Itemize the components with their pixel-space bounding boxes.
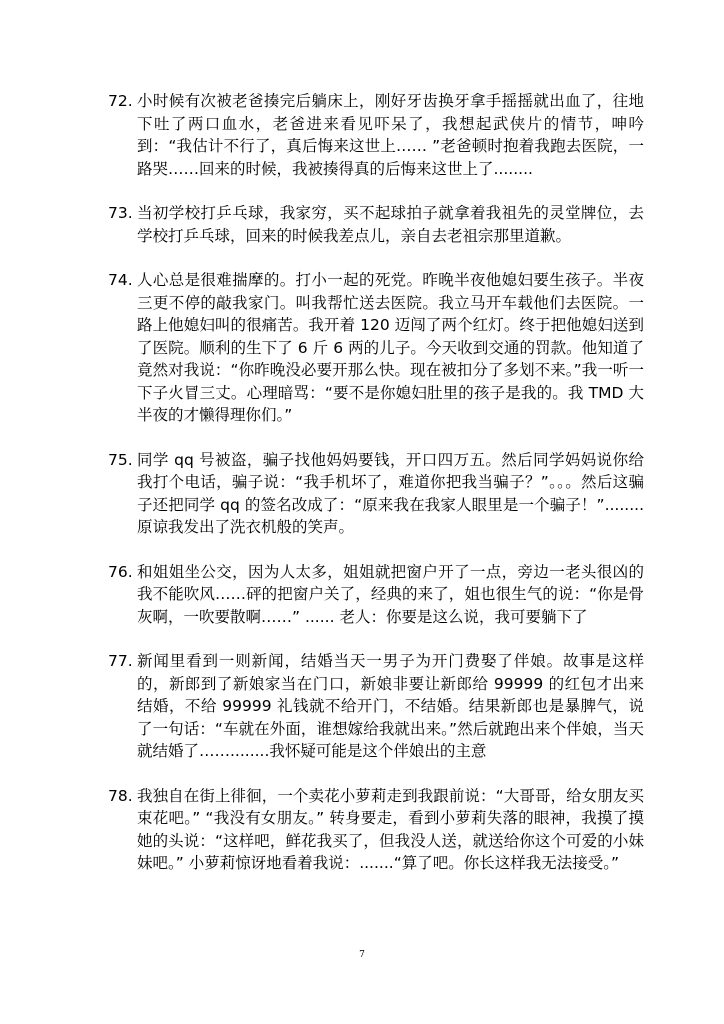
list-item — [108, 90, 648, 180]
item-number: 77. — [108, 652, 133, 670]
item-number: 73. — [108, 204, 133, 222]
joke-list — [108, 90, 648, 897]
item-number: 78. — [108, 786, 133, 805]
item-text: 当初学校打乒乓球，我家穷，买不起球拍子就拿着我祖先的灵堂牌位，去学校打乒乓球，回来的时候我差点儿，亲自去老祖宗那里道歉。 — [137, 204, 644, 245]
item-number: 76. — [108, 562, 133, 581]
item-number: 74. — [108, 271, 133, 289]
list-item — [108, 269, 648, 427]
page-number: 7 — [359, 950, 365, 960]
item-text: 同学 qq 号被盗，骗子找他妈妈要钱，开口四万五。然后同学妈妈说你给我打个电话，骗子说：“我手机坏了，难道你把我当骗子？”。。。然后这骗子还把同学 qq 的签名改成了：“原来我在我家人眼里是一个骗子！”........原谅我发出了洗衣机般的笑声。 — [137, 450, 644, 536]
list-item — [108, 650, 648, 763]
list-item — [108, 785, 648, 875]
item-text: 新闻里看到一则新闻，结婚当天一男子为开门费娶了伴娘。故事是这样的，新郎到了新娘家当在门口，新娘非要让新郎给 99999 的红包才出来结婚，不给 99999 礼钱就不给开门，不结婚。结果新郎也是暴脾气，说了一句话：“车就在外面，谁想嫁给我就出来。”然后就跑出来个伴娘，当天就结婚了……........我怀疑可能是这个伴娘出的主意 — [137, 652, 644, 760]
item-number: 72. — [108, 92, 133, 110]
item-number: 75. — [108, 450, 133, 469]
item-text: 和姐姐坐公交，因为人太多，姐姐就把窗户开了一点，旁边一老头很凶的我不能吹风……砰的把窗户关了，经典的来了，姐也很生气的说：“你是骨灰啊，一吹要散啊……” ...... 老人：你要是这么说，我可要躺下了 — [137, 562, 644, 626]
list-item — [108, 561, 648, 629]
item-text: 小时候有次被老爸揍完后躺床上，刚好牙齿换牙拿手摇摇就出血了，往地下吐了两口血水，老爸进来看见吓呆了，我想起武侠片的情节，呻吟到：“我估计不行了，真后悔来这世上…… ”老爸顿时抱着我跑去医院，一路哭……回来的时候，我被揍得真的后悔来这世上了........ — [137, 92, 644, 178]
list-item — [108, 449, 648, 539]
item-text: 人心总是很难揣摩的。打小一起的死党。昨晚半夜他媳妇要生孩子。半夜三更不停的敲我家门。叫我帮忙送去医院。我立马开车载他们去医院。一路上他媳妇叫的很痛苦。我开着 120 迈闯了两个红灯。终于把他媳妇送到了医院。顺利的生下了 6 斤 6 两的儿子。今天收到交通的罚款。他知道了竟然对我说：“你昨晚没必要开那么快。现在被扣分了多划不来。”我一听一下子火冒三丈。心理暗骂：“要不是你媳妇肚里的孩子是我的。我 TMD 大半夜的才懒得理你们。” — [137, 271, 644, 424]
item-text: 我独自在街上徘徊，一个卖花小萝莉走到我跟前说：“大哥哥，给女朋友买束花吧。” “我没有女朋友。” 转身要走，看到小萝莉失落的眼神，我摸了摸她的头说：“这样吧，鲜花我买了，但我没人送，就送给你这个可爱的小妹妹吧。” 小萝莉惊讶地看着我说：.......“算了吧。你长这样我无法接受。” — [137, 786, 644, 872]
list-item — [108, 202, 648, 247]
